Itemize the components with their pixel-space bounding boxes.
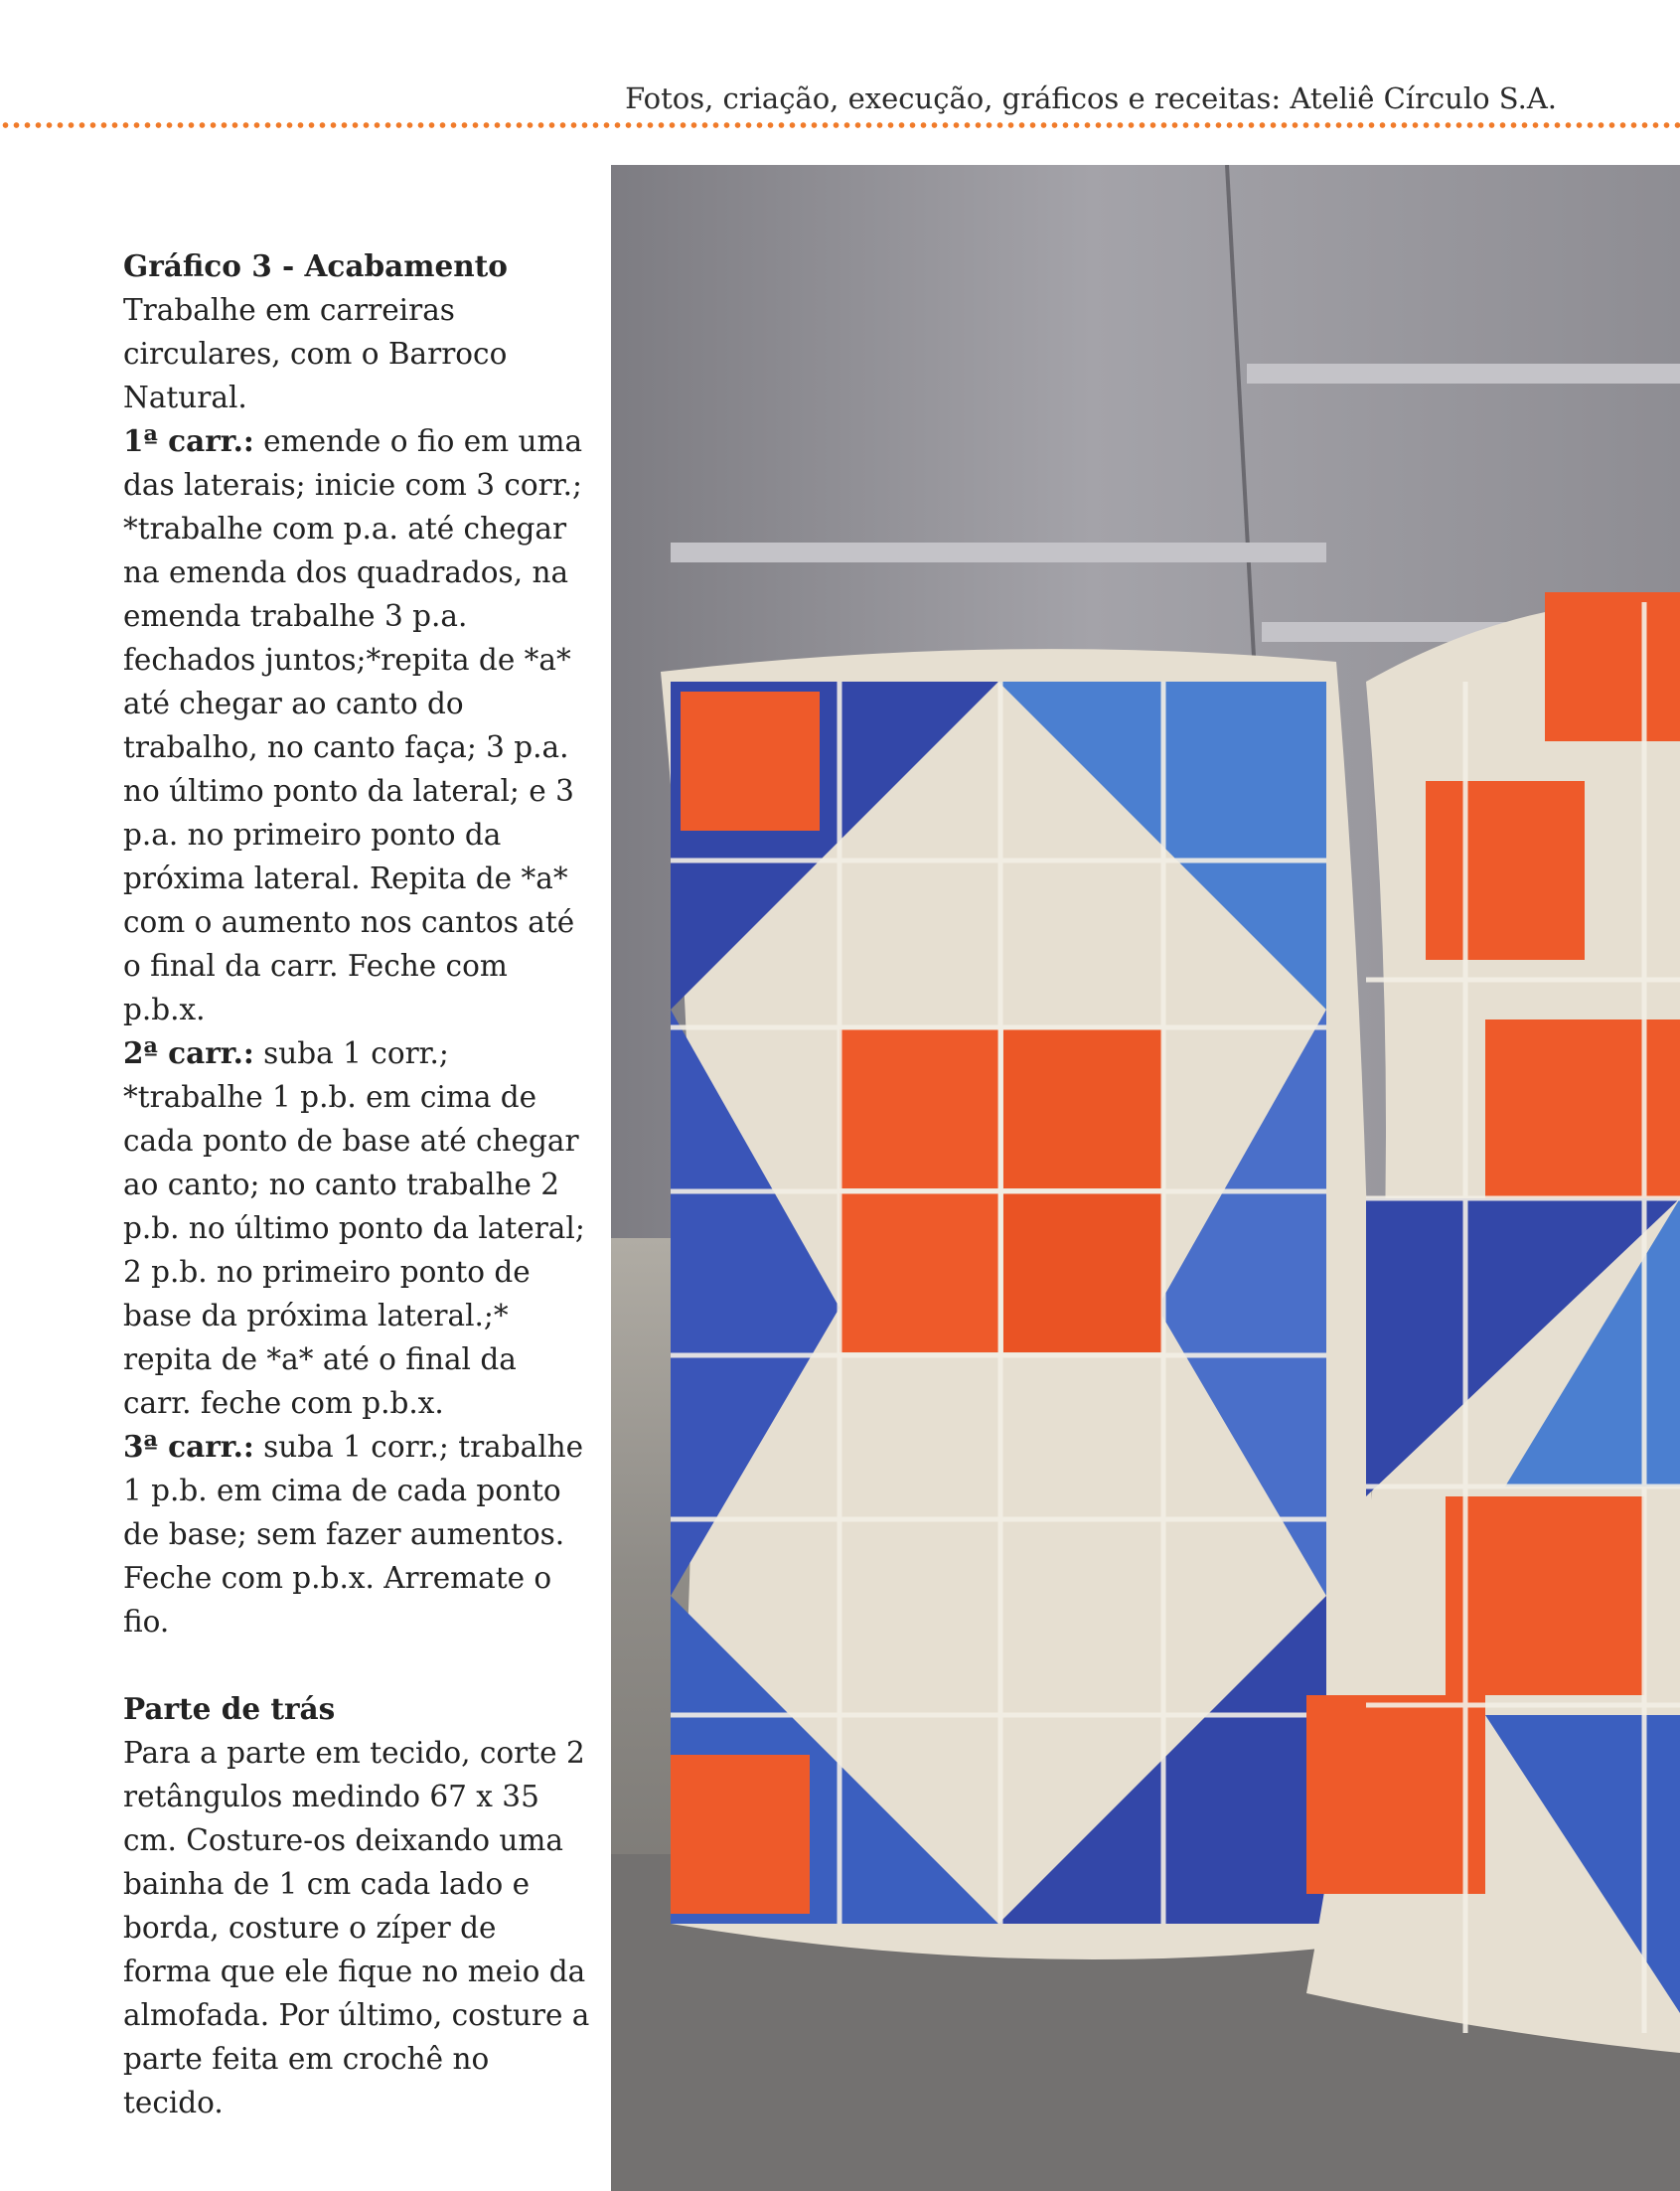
row-instruction-2	[123, 1031, 590, 1425]
section-parte-de-tras	[123, 1687, 590, 2124]
instructions-column	[123, 244, 590, 2124]
section-title-parte-de-tras: Parte de trás	[123, 1691, 336, 1726]
crochet-pillows-photo	[611, 165, 1680, 2191]
row-label-3: 3ª carr.:	[123, 1429, 254, 1464]
row-text-1: emende o fio em uma das laterais; inicie com 3 corr.; *trabalhe com p.a. até chegar na emenda dos quadrados, na emenda trabalhe 3 p.a. fechados juntos;*repita de *a* até chegar ao canto do trabalho, no canto faça; 3 p.a. no último ponto da lateral; e 3 p.a. no primeiro ponto da próxima lateral. Repita de *a* com o aumento nos cantos até o final da carr. Feche com p.b.x.	[123, 424, 583, 1026]
row-text-2: suba 1 corr.; *trabalhe 1 p.b. em cima de cada ponto de base até chegar ao canto; no canto trabalhe 2 p.b. no último ponto da lateral; 2 p.b. no primeiro ponto de base da próxima lateral.;* repita de *a* até o final da carr. feche com p.b.x.	[123, 1036, 585, 1420]
row-label-2: 2ª carr.:	[123, 1035, 254, 1070]
row-instruction-3	[123, 1425, 590, 1643]
row-label-1: 1ª carr.:	[123, 423, 254, 458]
left-pillow	[661, 649, 1372, 1959]
row-instruction-1	[123, 419, 590, 1031]
photo-credit: Fotos, criação, execução, gráficos e receitas: Ateliê Círculo S.A.	[625, 81, 1557, 115]
section-title-acabamento: Gráfico 3 - Acabamento	[123, 248, 508, 283]
parte-de-tras-text: Para a parte em tecido, corte 2 retângulos medindo 67 x 35 cm. Costure-os deixando uma bainha de 1 cm cada lado e borda, costure o zíper de forma que ele fique no meio da almofada. Por último, costure a parte feita em crochê no tecido.	[123, 1736, 590, 2119]
row-text-3: suba 1 corr.; trabalhe 1 p.b. em cima de cada ponto de base; sem fazer aumentos. Feche com p.b.x. Arremate o fio.	[123, 1430, 584, 1639]
section-acabamento	[123, 244, 590, 1643]
dotted-divider	[0, 121, 1680, 129]
pillows-illustration	[611, 165, 1680, 2191]
acabamento-intro: Trabalhe em carreiras circulares, com o Barroco Natural.	[123, 293, 508, 414]
